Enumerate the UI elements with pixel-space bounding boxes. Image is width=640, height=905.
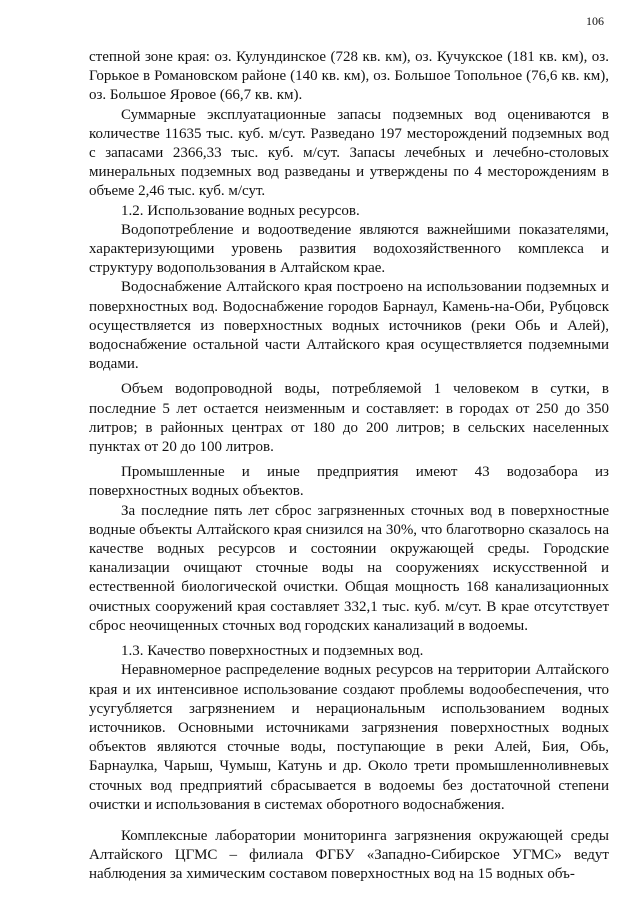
paragraph-tap-water-volume: Объем водопроводной воды, потребляемой 1 человеком в сутки, в последние 5 лет остается неизменным и составляет: в городах от 250 до 350 литров; в районных центрах от 180 до 200 литров; в сельских населенных пунктах от 20 до 100 литров. bbox=[89, 381, 609, 456]
paragraph-monitoring-labs: Комплексные лаборатории мониторинга загрязнения окружающей среды Алтайского ЦГМС – филиала ФГБУ «Западно-Сибирское УГМС» ведут наблюдения за химическим составом поверхностных вод на 15 водных объ- bbox=[89, 827, 609, 883]
document-body bbox=[89, 48, 609, 885]
paragraph-pollution-sources: Неравномерное распределение водных ресурсов на территории Алтайского края и их интенсивное использование создают проблемы водообеспечения, что усугубляется загрязнением и нерациональным использованием водных источников. Основными источниками загрязнения поверхностных водных объектов являются сточные воды, поступающие в реки Алей, Бия, Обь, Барнаулка, Чарыш, Чумыш, Катунь и др. Около трети промышленноливневых сточных вод предприятий сбрасывается в водоемы без достаточной степени очистки и использования в системах оборотного водоснабжения. bbox=[89, 662, 609, 813]
paragraph-industrial-intakes: Промышленные и иные предприятия имеют 43 водозабора из поверхностных водных объектов. bbox=[89, 464, 609, 500]
paragraph-wastewater: За последние пять лет сброс загрязненных сточных вод в поверхностные водные объекты Алтайского края снизился на 30%, что благотворно сказалось на качестве водных ресурсов и состоянии окружающей среды. Городские канализации очищают сточные воды на сооружениях искусственной и естественной биологической очистки. Общая мощность 168 канализационных очистных сооружений края составляет 332,1 тыс. куб. м/сут. В крае отсутствует сброс неочищенных сточных вод городских канализаций в водоемы. bbox=[89, 502, 609, 634]
paragraph-water-consumption: Водопотребление и водоотведение являются важнейшими показателями, характеризующими уровень развития водохозяйственного комплекса и структуру водопользования в Алтайском крае. bbox=[89, 221, 609, 277]
paragraph-lakes: степной зоне края: оз. Кулундинское (728 кв. км), оз. Кучукское (181 кв. км), оз. Горькое в Романовском районе (140 кв. км), оз. Большое Топольное (76,6 кв. км), оз. Большое Яровое (66,7 кв. км). bbox=[89, 49, 609, 104]
section-heading-water-quality: 1.3. Качество поверхностных и подземных вод. bbox=[121, 643, 424, 660]
paragraph-groundwater-reserves: Суммарные эксплуатационные запасы подземных вод оцениваются в количестве 11635 тыс. куб. м/сут. Разведано 197 месторождений подземных вод с запасами 2366,33 тыс. куб. м/сут. Запасы лечебных и лечебно-столовых минеральных подземных вод разведаны и утверждены по 4 месторождениям в объеме 2,46 тыс. куб. м/сут. bbox=[89, 106, 609, 200]
page-number: 106 bbox=[586, 14, 604, 28]
paragraph-water-supply: Водоснабжение Алтайского края построено на использовании подземных и поверхностных вод. Водоснабжение городов Барнаул, Камень-на-Оби, Рубцовск осуществляется из поверхностных водных источников (реки Обь и Алей), водоснабжение остальной части Алтайского края осуществляется подземными водами. bbox=[89, 279, 609, 373]
section-heading-water-use: 1.2. Использование водных ресурсов. bbox=[121, 202, 360, 219]
